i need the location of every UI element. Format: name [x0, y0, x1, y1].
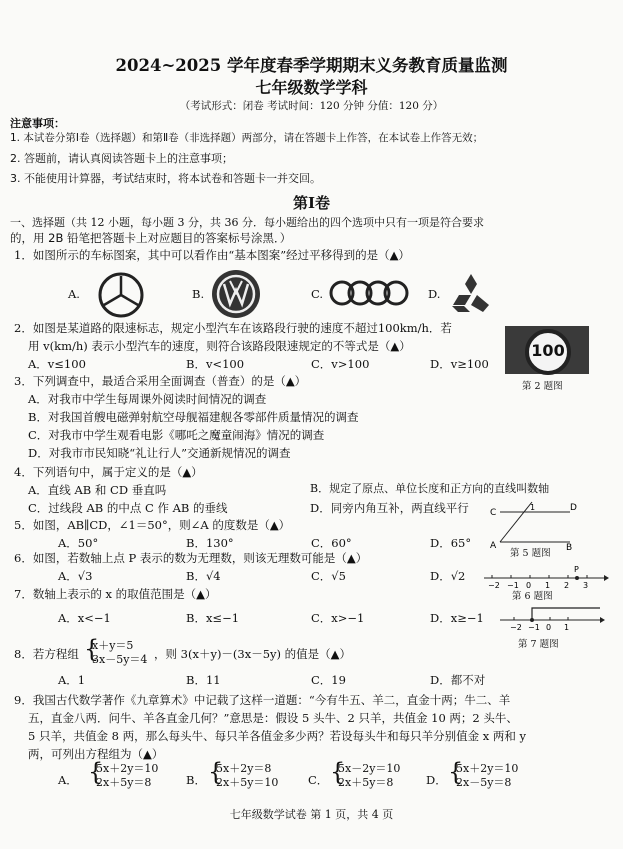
- q9-option-c: { 5x－2y＝10 2x＋5y＝8: [330, 758, 401, 789]
- q4-option-c: C．过线段 AB 的中点 C 作 AB 的垂线: [28, 501, 228, 515]
- q9-option-a: { 5x＋2y＝10 2x＋5y＝8: [88, 758, 159, 789]
- q4-option-d: D．同旁内角互补，两直线平行: [310, 501, 469, 515]
- q8-option-a: A．1: [58, 673, 86, 687]
- q6-caption: 第 6 题图: [512, 591, 553, 602]
- q1-label-a: A.: [68, 287, 80, 301]
- tick-label: 0: [546, 623, 552, 632]
- q7-caption: 第 7 题图: [518, 639, 559, 650]
- q2-line2: 用 v(km/h) 表示小型汽车的速度，则符合该路段限速规定的不等式是（▲）: [28, 339, 411, 353]
- q8-option-d: D．都不对: [430, 673, 486, 687]
- tick-label: 0: [526, 581, 532, 590]
- q9-option-d-label: D．: [426, 773, 447, 787]
- volkswagen-logo-icon: [210, 268, 262, 320]
- q5-label-d: D: [570, 503, 577, 513]
- part-one-intro-line2: 的，用 2B 铅笔把答题卡上对应题目的答案标号涂黑．）: [10, 231, 292, 245]
- exam-subject: 七年级数学学科: [255, 78, 368, 97]
- q6-point-p: P: [574, 565, 579, 574]
- q3-stem: 3．下列调查中，最适合采用全面调查（普查）的是（▲）: [14, 374, 307, 388]
- q6-number-line: [480, 562, 610, 588]
- q4-option-b: B．规定了原点、单位长度和正方向的直线叫数轴: [310, 482, 550, 495]
- q9-option-d: { 5x＋2y＝10 2x－5y＝8: [448, 758, 519, 789]
- q2-line1: 2．如图是某道路的限速标志，规定小型汽车在该路段行驶的速度不超过100km/h．若: [14, 321, 452, 335]
- q8-system: [84, 637, 154, 667]
- q9-line3: 5 只羊，共值金 8 两，那么每头牛、每只羊各值金多少两？若设每头牛和每只羊分别值金 x 两和 y: [28, 729, 527, 743]
- q3-option-a: A．对我市中学生每周课外阅读时间情况的调查: [28, 392, 267, 406]
- note-item-3: 3. 不能使用计算器，考试结束时，将本试卷和答题卡一并交回。: [10, 172, 321, 185]
- q5-option-a: A．50°: [58, 536, 99, 550]
- notes-heading: 注意事项：: [10, 117, 65, 130]
- q1-stem: 1．如图所示的车标图案，其中可以看作由“基本图案”经过平移得到的是（▲）: [14, 248, 410, 262]
- q3-option-b: B．对我国首艘电磁弹射航空母舰福建舰各零部件质量情况的调查: [28, 410, 359, 424]
- q2-caption: 第 2 题图: [522, 381, 563, 392]
- q1-label-b: B.: [192, 287, 205, 301]
- note-item-2: 2. 答题前，请认真阅读答题卡上的注意事项；: [10, 152, 233, 165]
- speed-limit-sign: 100: [525, 329, 571, 375]
- q6-option-d: D．√2: [430, 569, 466, 583]
- q8-prefix: 8．若方程组: [14, 647, 79, 661]
- mitsubishi-logo-icon: [448, 272, 494, 314]
- q9-option-c-label: C．: [308, 773, 329, 787]
- brace-icon: {: [84, 635, 100, 663]
- q8-eq1: x＋y＝5: [92, 639, 134, 652]
- q8-option-b: B．11: [186, 673, 221, 687]
- q7-number-line: [496, 600, 606, 636]
- q2-option-b: B．v<100: [186, 357, 245, 371]
- tick-label: −1: [528, 623, 540, 632]
- note-item-1: 1. 本试卷分第Ⅰ卷（选择题）和第Ⅱ卷（非选择题）两部分，请在答题卡上作答，在本试卷上作答无效；: [10, 132, 484, 144]
- exam-title: 2024~2025 学年度春季学期期末义务教育质量监测: [115, 56, 508, 75]
- q9-line2: 五，直金八两．问牛、羊各直金几何？”意思是：假设 5 头牛、2 只羊，共值金 10 两；2 头牛、: [28, 711, 518, 725]
- q2-option-c: C．v>100: [311, 357, 370, 371]
- q6-stem: 6．如图，若数轴上点 P 表示的数为无理数，则该无理数可能是（▲）: [14, 551, 368, 565]
- q5-option-b: B．130°: [186, 536, 234, 550]
- tick-label: −2: [510, 623, 522, 632]
- q8-option-c: C．19: [311, 673, 346, 687]
- q5-caption: 第 5 题图: [510, 548, 551, 559]
- q7-stem: 7．数轴上表示的 x 的取值范围是（▲）: [14, 587, 217, 601]
- q5-label-a: A: [490, 541, 497, 551]
- q2-option-a: A．v≤100: [28, 357, 86, 371]
- part-one-intro-line1: 一、选择题（共 12 小题，每小题 3 分，共 36 分．每小题给出的四个选项中只有一项是符合要求: [10, 216, 484, 229]
- q6-option-b: B．√4: [186, 569, 221, 583]
- q6-option-c: C．√5: [311, 569, 346, 583]
- speed-limit-photo: [505, 326, 589, 374]
- q9-line1: 9．我国古代数学著作《九章算术》中记载了这样一道题：“今有牛五、羊二，直金十两；牛二、羊: [14, 693, 511, 707]
- q2-option-d: D．v≥100: [430, 357, 489, 371]
- q9-option-b: { 5x＋2y＝8 2x＋5y＝10: [208, 758, 279, 789]
- q7-option-b: B．x≤−1: [186, 611, 240, 625]
- q4-option-a: A．直线 AB 和 CD 垂直吗: [28, 483, 167, 497]
- q3-option-d: D．对我市市民知晓“礼让行人”交通新规情况的调查: [28, 446, 291, 460]
- q5-option-d: D．65°: [430, 536, 472, 550]
- q7-option-c: C．x>−1: [311, 611, 365, 625]
- exam-info: （考试形式：闭卷 考试时间：120 分钟 分值：120 分）: [179, 100, 444, 112]
- tick-label: 2: [564, 581, 570, 590]
- q5-stem: 5．如图，AB∥CD，∠1＝50°，则∠A 的度数是（▲）: [14, 518, 291, 532]
- mercedes-logo-icon: [95, 270, 147, 320]
- page-footer: 七年级数学试卷 第 1 页，共 4 页: [229, 808, 394, 821]
- tick-label: 1: [545, 581, 551, 590]
- q9-option-b-label: B．: [186, 773, 206, 787]
- q8-eq2: 3x－5y＝4: [92, 653, 148, 666]
- q1-label-d: D.: [428, 287, 441, 301]
- q6-option-a: A．√3: [58, 569, 93, 583]
- tick-label: 3: [583, 581, 589, 590]
- q1-label-c: C.: [311, 287, 324, 301]
- q9-option-a-label: A．: [58, 773, 78, 787]
- q9-line4: 两，可列出方程组为（▲）: [28, 747, 164, 761]
- q5-label-1: 1: [530, 503, 536, 512]
- q4-stem: 4．下列语句中，属于定义的是（▲）: [14, 465, 203, 479]
- audi-logo-icon: [328, 278, 410, 308]
- section-title: 第Ⅰ卷: [292, 194, 331, 212]
- q3-option-c: C．对我市中学生观看电影《哪吒之魔童闹海》情况的调查: [28, 428, 325, 442]
- tick-label: −2: [488, 581, 500, 590]
- q5-label-b: B: [566, 543, 573, 553]
- tick-label: 1: [564, 623, 570, 632]
- tick-label: −1: [507, 581, 519, 590]
- q8-suffix: ，则 3(x＋y)－(3x－5y) 的值是（▲）: [154, 647, 352, 661]
- q5-label-c: C: [490, 508, 497, 518]
- q7-option-a: A．x<−1: [58, 611, 111, 625]
- q5-option-c: C．60°: [311, 536, 352, 550]
- q5-figure: [486, 500, 577, 553]
- q7-option-d: D．x≥−1: [430, 611, 484, 625]
